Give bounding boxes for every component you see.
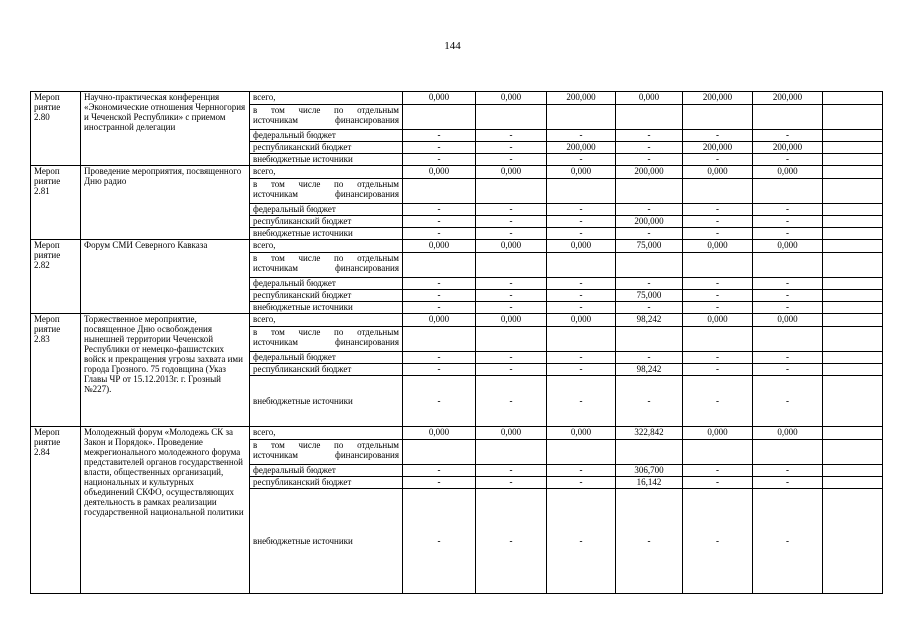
- amount-cell: 0,000: [616, 92, 683, 105]
- amount-cell: [616, 105, 683, 130]
- amount-cell: -: [403, 302, 476, 314]
- funding-source: федеральный бюджет: [250, 278, 403, 290]
- amount-cell: -: [476, 204, 547, 216]
- amount-cell: -: [403, 216, 476, 228]
- event-name: Торжественное мероприятие, посвященное Дню освобождения нынешней территории Чеченской Республики от немецко-фашистских войск и прекращения угрозы захвата ими города Грозного. 75 годовщина (Указ Главы ЧР от 15.12.2013г. г. Грозный №227).: [81, 314, 250, 427]
- empty-cell: [823, 216, 883, 228]
- amount-cell: 0,000: [753, 166, 823, 179]
- amount-cell: -: [753, 228, 823, 240]
- amount-cell: 0,000: [403, 92, 476, 105]
- empty-cell: [823, 427, 883, 440]
- amount-cell: -: [547, 130, 616, 142]
- amount-cell: -: [683, 204, 753, 216]
- amount-cell: [547, 440, 616, 465]
- funding-source: в том числе по отдельным источникам финансирования: [250, 253, 403, 278]
- amount-cell: 322,842: [616, 427, 683, 440]
- funding-source: федеральный бюджет: [250, 130, 403, 142]
- amount-cell: 0,000: [753, 240, 823, 253]
- amount-cell: 0,000: [476, 166, 547, 179]
- empty-cell: [823, 302, 883, 314]
- amount-cell: -: [403, 376, 476, 427]
- amount-cell: -: [547, 477, 616, 489]
- table-row: [31, 92, 883, 105]
- funding-source: в том числе по отдельным источникам финансирования: [250, 179, 403, 204]
- amount-cell: [753, 105, 823, 130]
- event-code: Мероп риятие 2.80: [31, 92, 81, 166]
- event-code: Мероп риятие 2.83: [31, 314, 81, 427]
- amount-cell: 75,000: [616, 290, 683, 302]
- funding-source: федеральный бюджет: [250, 352, 403, 364]
- amount-cell: -: [476, 352, 547, 364]
- amount-cell: 0,000: [683, 166, 753, 179]
- empty-cell: [823, 228, 883, 240]
- event-code: Мероп риятие 2.81: [31, 166, 81, 240]
- amount-cell: -: [616, 142, 683, 154]
- table-row: [31, 427, 883, 440]
- amount-cell: -: [753, 477, 823, 489]
- amount-cell: -: [403, 154, 476, 166]
- amount-cell: 0,000: [547, 427, 616, 440]
- amount-cell: [683, 179, 753, 204]
- empty-cell: [823, 352, 883, 364]
- amount-cell: 200,000: [683, 92, 753, 105]
- amount-cell: -: [683, 290, 753, 302]
- amount-cell: [476, 440, 547, 465]
- empty-cell: [823, 154, 883, 166]
- amount-cell: [547, 179, 616, 204]
- funding-source: республиканский бюджет: [250, 216, 403, 228]
- empty-cell: [823, 278, 883, 290]
- empty-cell: [823, 179, 883, 204]
- amount-cell: [616, 179, 683, 204]
- amount-cell: -: [547, 364, 616, 376]
- amount-cell: -: [403, 278, 476, 290]
- funding-source: республиканский бюджет: [250, 142, 403, 154]
- amount-cell: 0,000: [403, 166, 476, 179]
- amount-cell: -: [616, 278, 683, 290]
- empty-cell: [823, 465, 883, 477]
- amount-cell: -: [476, 278, 547, 290]
- event-code: Мероп риятие 2.84: [31, 427, 81, 594]
- amount-cell: -: [683, 302, 753, 314]
- funding-source: в том числе по отдельным источникам финансирования: [250, 440, 403, 465]
- amount-cell: 200,000: [547, 92, 616, 105]
- amount-cell: -: [616, 228, 683, 240]
- amount-cell: -: [403, 204, 476, 216]
- amount-cell: -: [547, 154, 616, 166]
- funding-source: внебюджетные источники: [250, 154, 403, 166]
- amount-cell: -: [683, 130, 753, 142]
- amount-cell: 0,000: [547, 166, 616, 179]
- amount-cell: -: [753, 352, 823, 364]
- amount-cell: -: [547, 376, 616, 427]
- amount-cell: 200,000: [753, 142, 823, 154]
- empty-cell: [823, 314, 883, 327]
- amount-cell: -: [683, 477, 753, 489]
- amount-cell: [403, 327, 476, 352]
- amount-cell: [753, 253, 823, 278]
- page-number: 144: [444, 40, 461, 52]
- empty-cell: [823, 440, 883, 465]
- amount-cell: -: [476, 376, 547, 427]
- amount-cell: [753, 440, 823, 465]
- amount-cell: -: [403, 465, 476, 477]
- amount-cell: [403, 179, 476, 204]
- amount-cell: 0,000: [753, 427, 823, 440]
- amount-cell: -: [753, 154, 823, 166]
- funding-source: республиканский бюджет: [250, 477, 403, 489]
- empty-cell: [823, 489, 883, 594]
- amount-cell: [476, 179, 547, 204]
- amount-cell: -: [476, 302, 547, 314]
- amount-cell: -: [547, 204, 616, 216]
- empty-cell: [823, 240, 883, 253]
- funding-source: всего,: [250, 166, 403, 179]
- amount-cell: 0,000: [476, 240, 547, 253]
- amount-cell: -: [547, 278, 616, 290]
- amount-cell: 0,000: [683, 314, 753, 327]
- amount-cell: -: [753, 364, 823, 376]
- amount-cell: -: [616, 130, 683, 142]
- amount-cell: -: [683, 228, 753, 240]
- empty-cell: [823, 253, 883, 278]
- amount-cell: -: [476, 130, 547, 142]
- amount-cell: -: [403, 352, 476, 364]
- amount-cell: -: [753, 290, 823, 302]
- funding-source: республиканский бюджет: [250, 364, 403, 376]
- empty-cell: [823, 166, 883, 179]
- amount-cell: [683, 105, 753, 130]
- table-row: [31, 240, 883, 253]
- empty-cell: [823, 142, 883, 154]
- amount-cell: [616, 253, 683, 278]
- amount-cell: -: [683, 216, 753, 228]
- amount-cell: -: [476, 154, 547, 166]
- amount-cell: 0,000: [683, 427, 753, 440]
- amount-cell: 0,000: [547, 240, 616, 253]
- funding-table: [30, 91, 883, 594]
- amount-cell: [547, 253, 616, 278]
- amount-cell: -: [616, 154, 683, 166]
- amount-cell: [403, 105, 476, 130]
- funding-source: в том числе по отдельным источникам финансирования: [250, 105, 403, 130]
- amount-cell: [683, 253, 753, 278]
- amount-cell: 0,000: [683, 240, 753, 253]
- event-name: Форум СМИ Северного Кавказа: [81, 240, 250, 314]
- amount-cell: 0,000: [547, 314, 616, 327]
- amount-cell: [476, 253, 547, 278]
- amount-cell: -: [753, 130, 823, 142]
- funding-source: всего,: [250, 314, 403, 327]
- empty-cell: [823, 105, 883, 130]
- amount-cell: -: [683, 376, 753, 427]
- funding-source: внебюджетные источники: [250, 302, 403, 314]
- amount-cell: 75,000: [616, 240, 683, 253]
- amount-cell: -: [403, 130, 476, 142]
- table-row: [31, 314, 883, 327]
- amount-cell: [683, 440, 753, 465]
- amount-cell: -: [683, 352, 753, 364]
- funding-source: всего,: [250, 240, 403, 253]
- empty-cell: [823, 204, 883, 216]
- amount-cell: 0,000: [403, 240, 476, 253]
- empty-cell: [823, 364, 883, 376]
- amount-cell: -: [547, 228, 616, 240]
- amount-cell: -: [476, 489, 547, 594]
- amount-cell: 98,242: [616, 314, 683, 327]
- amount-cell: 200,000: [547, 142, 616, 154]
- amount-cell: -: [476, 364, 547, 376]
- amount-cell: -: [683, 364, 753, 376]
- empty-cell: [823, 477, 883, 489]
- amount-cell: -: [753, 216, 823, 228]
- funding-source: всего,: [250, 427, 403, 440]
- amount-cell: -: [547, 290, 616, 302]
- amount-cell: [547, 327, 616, 352]
- amount-cell: 0,000: [753, 314, 823, 327]
- amount-cell: -: [753, 376, 823, 427]
- amount-cell: 0,000: [476, 92, 547, 105]
- amount-cell: -: [403, 290, 476, 302]
- amount-cell: -: [403, 364, 476, 376]
- amount-cell: [753, 179, 823, 204]
- amount-cell: 306,700: [616, 465, 683, 477]
- amount-cell: [683, 327, 753, 352]
- amount-cell: 0,000: [476, 314, 547, 327]
- amount-cell: -: [753, 302, 823, 314]
- amount-cell: -: [683, 465, 753, 477]
- amount-cell: -: [476, 290, 547, 302]
- amount-cell: [616, 440, 683, 465]
- amount-cell: -: [683, 278, 753, 290]
- amount-cell: -: [403, 142, 476, 154]
- amount-cell: -: [616, 204, 683, 216]
- empty-cell: [823, 92, 883, 105]
- amount-cell: -: [476, 142, 547, 154]
- funding-source: федеральный бюджет: [250, 204, 403, 216]
- amount-cell: 0,000: [403, 427, 476, 440]
- amount-cell: -: [547, 489, 616, 594]
- amount-cell: -: [476, 465, 547, 477]
- amount-cell: -: [476, 228, 547, 240]
- amount-cell: 200,000: [616, 166, 683, 179]
- amount-cell: -: [476, 477, 547, 489]
- amount-cell: [403, 440, 476, 465]
- event-name: Проведение мероприятия, посвященного Дню радио: [81, 166, 250, 240]
- amount-cell: -: [683, 489, 753, 594]
- amount-cell: -: [547, 465, 616, 477]
- empty-cell: [823, 376, 883, 427]
- amount-cell: [616, 327, 683, 352]
- amount-cell: -: [547, 352, 616, 364]
- event-name: Молодежный форум «Молодежь СК за Закон и Порядок». Проведение межрегионального молодежного форума представителей органов государственной власти, общественных организаций, национальных и культурных объединений СКФО, осуществляющих деятельность в рамках реализации государственной национальной политики: [81, 427, 250, 594]
- amount-cell: -: [683, 154, 753, 166]
- amount-cell: [403, 253, 476, 278]
- amount-cell: [547, 105, 616, 130]
- empty-cell: [823, 327, 883, 352]
- amount-cell: 200,000: [753, 92, 823, 105]
- amount-cell: -: [547, 216, 616, 228]
- amount-cell: 16,142: [616, 477, 683, 489]
- amount-cell: 98,242: [616, 364, 683, 376]
- amount-cell: 0,000: [476, 427, 547, 440]
- amount-cell: -: [403, 477, 476, 489]
- amount-cell: -: [753, 204, 823, 216]
- amount-cell: [753, 327, 823, 352]
- funding-source: внебюджетные источники: [250, 376, 403, 427]
- amount-cell: [476, 327, 547, 352]
- amount-cell: 0,000: [403, 314, 476, 327]
- funding-source: в том числе по отдельным источникам финансирования: [250, 327, 403, 352]
- amount-cell: [476, 105, 547, 130]
- amount-cell: -: [753, 465, 823, 477]
- amount-cell: 200,000: [616, 216, 683, 228]
- amount-cell: -: [616, 302, 683, 314]
- amount-cell: -: [616, 352, 683, 364]
- amount-cell: -: [547, 302, 616, 314]
- amount-cell: -: [403, 228, 476, 240]
- table-row: [31, 166, 883, 179]
- funding-source: всего,: [250, 92, 403, 105]
- funding-source: федеральный бюджет: [250, 465, 403, 477]
- event-code: Мероп риятие 2.82: [31, 240, 81, 314]
- amount-cell: -: [403, 489, 476, 594]
- empty-cell: [823, 130, 883, 142]
- funding-source: внебюджетные источники: [250, 489, 403, 594]
- amount-cell: 200,000: [683, 142, 753, 154]
- funding-source: внебюджетные источники: [250, 228, 403, 240]
- event-name: Научно-практическая конференция «Экономические отношения Чернногория и Чеченской Республики» с приемом иностранной делегации: [81, 92, 250, 166]
- amount-cell: -: [753, 489, 823, 594]
- empty-cell: [823, 290, 883, 302]
- amount-cell: -: [616, 489, 683, 594]
- amount-cell: -: [616, 376, 683, 427]
- amount-cell: -: [476, 216, 547, 228]
- funding-source: республиканский бюджет: [250, 290, 403, 302]
- amount-cell: -: [753, 278, 823, 290]
